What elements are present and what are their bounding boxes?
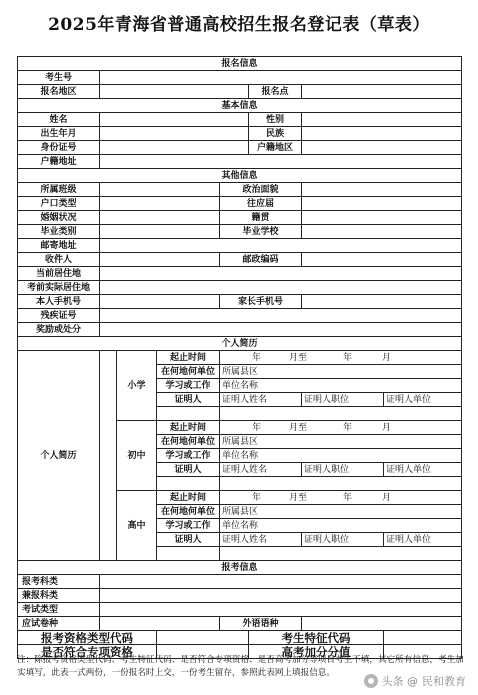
text-year2: 年	[343, 352, 353, 363]
label-school-class: 所属班级	[18, 183, 100, 197]
field-junior-witness-name[interactable]: 证明人姓名	[220, 463, 302, 477]
watermark-logo-icon	[364, 674, 378, 688]
section-other: 其他信息	[18, 169, 462, 183]
label-signup-area: 报名地区	[18, 85, 100, 99]
text-month-junior: 月	[382, 422, 392, 433]
label-mail-addr: 邮寄地址	[18, 239, 100, 253]
field-junior-witness-unit[interactable]: 证明人单位	[384, 463, 462, 477]
label-where-junior: 在何地何单位	[157, 435, 220, 449]
field-exam-subject[interactable]	[100, 575, 462, 589]
primary-blank-a	[157, 407, 220, 421]
text-month-senior: 月	[382, 492, 392, 503]
resume-spacer	[100, 351, 117, 561]
label-stage-senior: 高中	[117, 491, 157, 561]
watermark-text: 民和教育	[422, 675, 466, 688]
label-phone: 本人手机号	[18, 295, 100, 309]
label-cur-addr: 当前居住地	[18, 267, 100, 281]
label-special: 是否符合专项资格	[18, 645, 157, 659]
field-primary-period[interactable]	[220, 351, 462, 365]
label-grad-type: 毕业类别	[18, 225, 100, 239]
field-mail-addr[interactable]	[100, 239, 462, 253]
label-exam-lang: 应试卷种	[18, 617, 100, 631]
field-recipient[interactable]	[100, 253, 220, 267]
field-primary-witness-name[interactable]: 证明人姓名	[220, 393, 302, 407]
label-feature-code: 考生特征代码	[249, 631, 384, 645]
field-exam-also[interactable]	[100, 589, 462, 603]
label-fresh: 往应届	[220, 197, 302, 211]
field-signup-area[interactable]	[100, 85, 249, 99]
label-stage-junior: 初中	[117, 421, 157, 491]
label-huji-area: 户籍地区	[249, 141, 302, 155]
field-exam-type[interactable]	[100, 603, 462, 617]
field-birth[interactable]	[100, 127, 249, 141]
label-name: 姓名	[18, 113, 100, 127]
text-year-senior: 年	[252, 492, 262, 503]
label-exam-no: 考生号	[18, 71, 100, 85]
text-year: 年	[252, 352, 262, 363]
field-native[interactable]	[302, 211, 462, 225]
label-postcode: 邮政编码	[220, 253, 302, 267]
label-stage-primary: 小学	[117, 351, 157, 421]
field-feature-code[interactable]	[384, 631, 462, 645]
label-exam-also: 兼报科类	[18, 589, 100, 603]
label-ethnicity: 民族	[249, 127, 302, 141]
watermark-prefix: 头条 @	[381, 675, 418, 688]
senior-blank-b	[220, 547, 462, 561]
label-id-no: 身份证号	[18, 141, 100, 155]
field-postcode[interactable]	[302, 253, 462, 267]
field-senior-witness-name[interactable]: 证明人姓名	[220, 533, 302, 547]
field-exam-lang[interactable]	[100, 617, 220, 631]
field-awards[interactable]	[100, 323, 462, 337]
field-huji-area[interactable]	[302, 141, 462, 155]
text-month-to: 月至	[289, 352, 308, 363]
section-basic: 基本信息	[18, 99, 462, 113]
label-where-senior: 在何地何单位	[157, 505, 220, 519]
label-awards: 奖励或处分	[18, 323, 100, 337]
label-parent-phone: 家长手机号	[220, 295, 302, 309]
field-qual-code[interactable]	[157, 631, 249, 645]
field-primary-unit[interactable]: 单位名称	[220, 379, 462, 393]
label-birth: 出生年月	[18, 127, 100, 141]
field-disability[interactable]	[100, 309, 462, 323]
field-junior-unit[interactable]: 单位名称	[220, 449, 462, 463]
field-marital[interactable]	[100, 211, 220, 225]
label-where: 在何地何单位	[157, 365, 220, 379]
field-cur-addr[interactable]	[100, 267, 462, 281]
label-qual-code: 报考资格类型代码	[18, 631, 157, 645]
label-politics: 政治面貌	[220, 183, 302, 197]
field-ethnicity[interactable]	[302, 127, 462, 141]
field-junior-witness-title[interactable]: 证明人职位	[302, 463, 384, 477]
label-native: 籍贯	[220, 211, 302, 225]
label-foreign-lang: 外语语种	[220, 617, 302, 631]
text-month: 月	[382, 352, 392, 363]
label-start-time: 起止时间	[157, 351, 220, 365]
primary-blank-b	[220, 407, 462, 421]
label-exam-addr: 考前实际居住地	[18, 281, 100, 295]
field-signup-point[interactable]	[302, 85, 462, 99]
field-senior-district[interactable]: 所属县区	[220, 505, 462, 519]
field-parent-phone[interactable]	[302, 295, 462, 309]
field-hukou-type[interactable]	[100, 197, 220, 211]
field-politics[interactable]	[302, 183, 462, 197]
page-title: 2025年青海省普通高校招生报名登记表（草表）	[48, 15, 430, 35]
field-school-class[interactable]	[100, 183, 220, 197]
field-name[interactable]	[100, 113, 249, 127]
label-witness-junior: 证明人	[157, 463, 220, 477]
field-id-no[interactable]	[100, 141, 249, 155]
field-foreign-lang[interactable]	[302, 617, 462, 631]
field-fresh[interactable]	[302, 197, 462, 211]
field-senior-unit[interactable]: 单位名称	[220, 519, 462, 533]
junior-blank-b	[220, 477, 462, 491]
field-primary-district[interactable]: 所属县区	[220, 365, 462, 379]
field-huji-addr[interactable]	[100, 155, 462, 169]
label-exam-subject: 报考科类	[18, 575, 100, 589]
field-grad-school[interactable]	[302, 225, 462, 239]
field-exam-no[interactable]	[100, 71, 462, 85]
text-year2-senior: 年	[343, 492, 353, 503]
label-start-time-junior: 起止时间	[157, 421, 220, 435]
senior-blank-a	[157, 547, 220, 561]
label-bonus: 高考加分分值	[249, 645, 384, 659]
label-disability: 残疾证号	[18, 309, 100, 323]
label-huji-addr: 户籍地址	[18, 155, 100, 169]
section-resume: 个人简历	[18, 337, 462, 351]
text-year-junior: 年	[252, 422, 262, 433]
label-marital: 婚姻状况	[18, 211, 100, 225]
section-exam: 报考信息	[18, 561, 462, 575]
field-exam-addr[interactable]	[100, 281, 462, 295]
field-gender[interactable]	[302, 113, 462, 127]
field-senior-witness-title[interactable]: 证明人职位	[302, 533, 384, 547]
text-month-to-senior: 月至	[289, 492, 308, 503]
field-senior-witness-unit[interactable]: 证明人单位	[384, 533, 462, 547]
section-signup: 报名信息	[18, 57, 462, 71]
field-primary-witness-title[interactable]: 证明人职位	[302, 393, 384, 407]
label-exam-type: 考试类型	[18, 603, 100, 617]
label-start-time-senior: 起止时间	[157, 491, 220, 505]
label-gender: 性别	[249, 113, 302, 127]
field-phone[interactable]	[100, 295, 220, 309]
text-year2-junior: 年	[343, 422, 353, 433]
junior-blank-a	[157, 477, 220, 491]
field-junior-period[interactable]	[220, 421, 462, 435]
field-grad-type[interactable]	[100, 225, 220, 239]
field-primary-witness-unit[interactable]: 证明人单位	[384, 393, 462, 407]
footnote: 注：除报考资格类型代码、考生特征代码、是否符合专项资格、是否高考加分等项目考生不填，其它所有信息，考生加实填写，此表一式两份，一份报名时上交，一份考生留存，参照此表网上填报信息。	[17, 655, 464, 678]
label-hukou-type: 户口类型	[18, 197, 100, 211]
label-resume: 个人简历	[18, 351, 100, 561]
label-signup-point: 报名点	[249, 85, 302, 99]
label-study-junior: 学习或工作	[157, 449, 220, 463]
label-grad-school: 毕业学校	[220, 225, 302, 239]
label-recipient: 收件人	[18, 253, 100, 267]
label-witness: 证明人	[157, 393, 220, 407]
field-senior-period[interactable]	[220, 491, 462, 505]
watermark	[364, 673, 467, 689]
label-study: 学习或工作	[157, 379, 220, 393]
field-junior-district[interactable]: 所属县区	[220, 435, 462, 449]
label-witness-senior: 证明人	[157, 533, 220, 547]
label-study-senior: 学习或工作	[157, 519, 220, 533]
text-month-to-junior: 月至	[289, 422, 308, 433]
registration-table	[17, 56, 462, 659]
